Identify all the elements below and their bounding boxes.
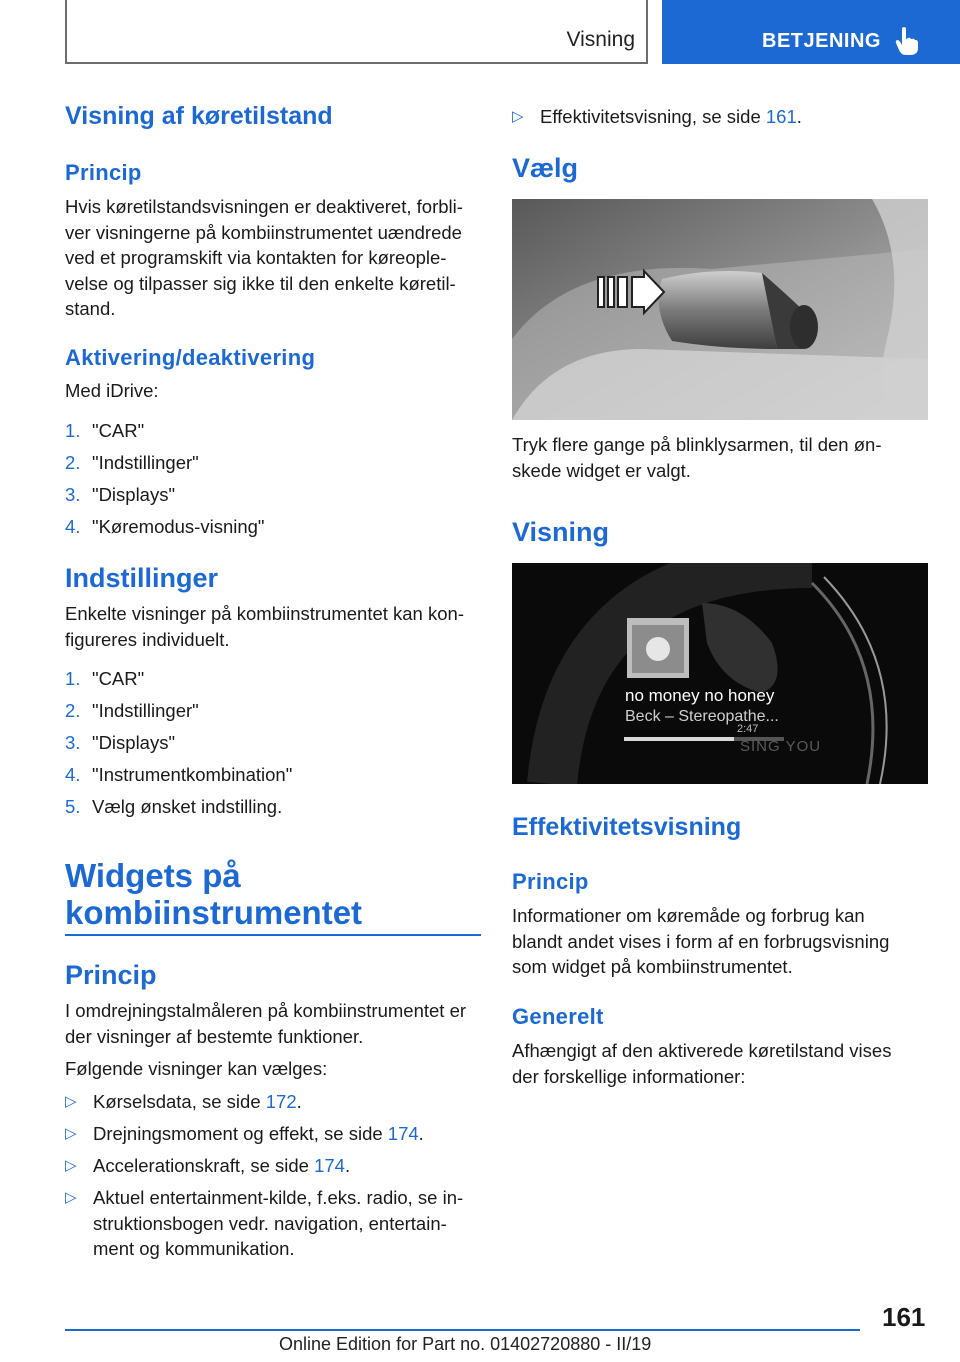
paragraph-princip-widgets: I omdrejningstalmåleren på kombiinstrumentet er der visninger af bestemte funktioner. [65, 1000, 467, 1047]
heading-general: Generelt [512, 1004, 604, 1029]
screen-overlay-text: SING YOU [740, 738, 822, 755]
heading-rule [65, 934, 481, 936]
triangle-bullet-icon: ▷ [65, 1189, 77, 1206]
paragraph-princip-efficiency: Informationer om køremåde og forbrug kan blandt andet vises i form af en forbrugsvisning som widget på kombiinstrumentet. [512, 905, 890, 977]
page-number: 161 [882, 1302, 926, 1332]
paragraph-settings: Enkelte visninger på kombiinstrumentet kan kon- figureres individuelt. [65, 603, 464, 650]
track-title: no money no honey [625, 686, 775, 705]
paragraph-selectable: Følgende visninger kan vælges: [65, 1058, 328, 1079]
track-time: 2:47 [737, 723, 759, 735]
turn-signal-lever-photo [512, 199, 928, 420]
page-reference-link[interactable]: 161 [765, 106, 797, 127]
section-tab[interactable] [662, 0, 960, 64]
footer-edition: Online Edition for Part no. 01402720880 - II/19 [279, 1334, 652, 1354]
header-section-title: Visning [566, 28, 635, 51]
hand-pointer-icon [894, 26, 920, 56]
heading-select: Vælg [512, 153, 579, 183]
paragraph-idrive: Med iDrive: [65, 380, 159, 401]
section-tab-label: BETJENING [762, 30, 881, 52]
paragraph-select: Tryk flere gange på blinklysarmen, til den øn- skede widget er valgt. [512, 434, 882, 481]
page-reference-link[interactable]: 172 [265, 1091, 297, 1112]
triangle-bullet-icon: ▷ [65, 1125, 77, 1142]
instrument-cluster-photo [512, 563, 928, 784]
heading-display: Visning [512, 517, 610, 547]
heading-efficiency: Effektivitetsvisning [512, 813, 742, 841]
heading-princip: Princip [65, 160, 142, 185]
triangle-bullet-icon: ▷ [512, 108, 524, 125]
page-reference-link[interactable]: 174 [314, 1155, 345, 1176]
footer-rule [65, 1329, 860, 1331]
heading-widgets: Widgets på kombiinstrumentet [65, 857, 363, 931]
heading-princip-efficiency: Princip [512, 869, 589, 894]
triangle-bullet-icon: ▷ [65, 1093, 77, 1110]
triangle-bullet-icon: ▷ [65, 1157, 77, 1174]
paragraph-general: Afhængigt af den aktiverede køretilstand vises der forskellige informationer: [512, 1040, 892, 1087]
heading-drive-mode-display: Visning af køretilstand [65, 102, 333, 130]
page-reference-link[interactable]: 174 [387, 1123, 419, 1144]
heading-princip-widgets: Princip [65, 960, 157, 990]
track-artist: Beck – Stereopathe... [625, 708, 779, 725]
heading-activation: Aktivering/deaktivering [65, 345, 316, 370]
header-frame [65, 0, 648, 64]
paragraph-princip: Hvis køretilstandsvisningen er deaktiveret, forbli- ver visningerne på kombiinstrumentet uændrede ved et programskift via kontakten for køreople- velse og tilpasser sig ikke til den enkelte køretil- stand. [65, 196, 463, 319]
heading-settings: Indstillinger [65, 563, 219, 593]
